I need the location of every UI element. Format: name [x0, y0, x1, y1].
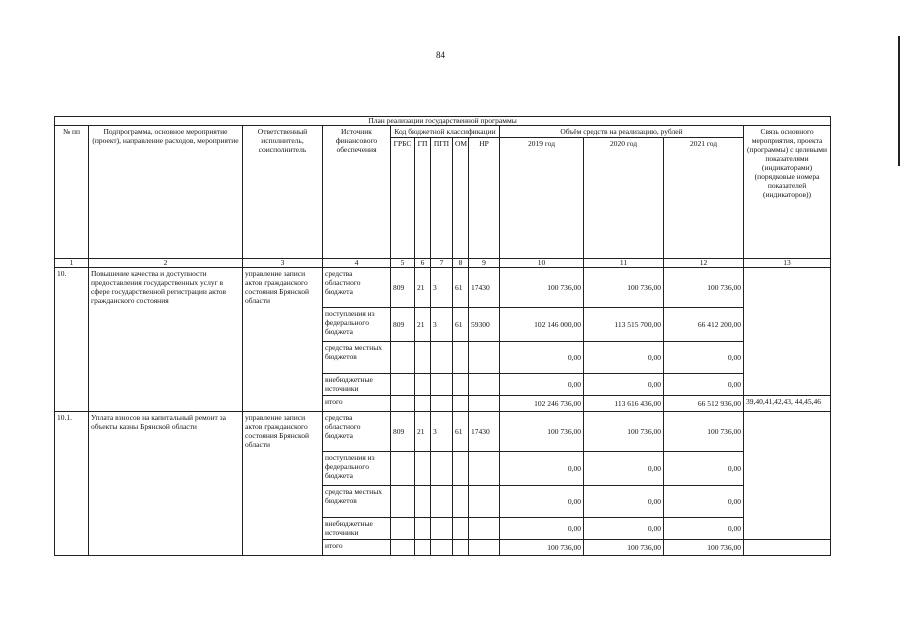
funding-source: средства областного бюджета: [323, 268, 391, 308]
amount-2019: 0,00: [500, 452, 584, 486]
row-number: 10.1.: [55, 412, 89, 556]
column-number: 5: [391, 259, 415, 268]
indicator-link: [744, 268, 831, 396]
amount-2021: 100 736,00: [664, 540, 744, 556]
page-number: 84: [436, 50, 445, 60]
amount-2019: 100 736,00: [500, 540, 584, 556]
column-number: 10: [500, 259, 584, 268]
funding-source: итого: [323, 396, 391, 412]
amount-2019: 0,00: [500, 342, 584, 374]
code-pgp: [431, 518, 453, 540]
code-gp: [415, 374, 431, 396]
column-number: 8: [453, 259, 469, 268]
header-2019: 2019 год: [500, 138, 584, 259]
column-number: 13: [744, 259, 831, 268]
code-pgp: [431, 452, 453, 486]
code-om: [453, 374, 469, 396]
table-title: План реализации государственной программы: [55, 117, 831, 126]
amount-2021: 0,00: [664, 518, 744, 540]
indicator-link-numbers: 39,40,41,42,43, 44,45,46: [744, 396, 831, 412]
funding-source: средства областного бюджета: [323, 412, 391, 452]
amount-2021: 0,00: [664, 486, 744, 518]
amount-2021: 100 736,00: [664, 268, 744, 308]
code-gp: [415, 486, 431, 518]
code-om: [453, 486, 469, 518]
code-nr: [469, 374, 500, 396]
code-pgp: 3: [431, 268, 453, 308]
header-source: Источник финансового обеспечения: [323, 126, 391, 259]
code-grbs: [391, 518, 415, 540]
amount-2019: 102 146 000,00: [500, 308, 584, 342]
code-grbs: [391, 486, 415, 518]
code-pgp: [431, 540, 453, 556]
code-pgp: [431, 342, 453, 374]
code-gp: [415, 342, 431, 374]
amount-2019: 100 736,00: [500, 268, 584, 308]
scan-edge-mark: [898, 36, 900, 166]
header-budget-code: Код бюджетной классификации: [391, 126, 500, 138]
code-om: [453, 452, 469, 486]
column-number: 3: [243, 259, 323, 268]
funding-source: итого: [323, 540, 391, 556]
funding-source: поступления из федерального бюджета: [323, 452, 391, 486]
funding-source: средства местных бюджетов: [323, 342, 391, 374]
code-om: [453, 518, 469, 540]
column-number: 2: [89, 259, 243, 268]
amount-2020: 113 616 436,00: [584, 396, 664, 412]
column-number: 7: [431, 259, 453, 268]
code-pgp: 3: [431, 308, 453, 342]
amount-2020: 100 736,00: [584, 412, 664, 452]
measure-name: Уплата взносов на капитальный ремонт за объекты казны Брянской области: [89, 412, 243, 556]
code-grbs: 809: [391, 308, 415, 342]
code-nr: [469, 518, 500, 540]
amount-2021: 100 736,00: [664, 412, 744, 452]
row-number: 10.: [55, 268, 89, 412]
funding-source: внебюджетные источники: [323, 374, 391, 396]
funding-source: внебюджетные источники: [323, 518, 391, 540]
amount-2019: 100 736,00: [500, 412, 584, 452]
code-nr: [469, 540, 500, 556]
amount-2020: 100 736,00: [584, 268, 664, 308]
code-grbs: [391, 342, 415, 374]
code-gp: 21: [415, 308, 431, 342]
header-2021: 2021 год: [664, 138, 744, 259]
code-om: [453, 396, 469, 412]
code-nr: [469, 486, 500, 518]
code-gp: 21: [415, 412, 431, 452]
header-grbs: ГРБС: [391, 138, 415, 259]
code-grbs: 809: [391, 268, 415, 308]
amount-2019: 0,00: [500, 374, 584, 396]
indicator-link-numbers: [744, 540, 831, 556]
code-gp: [415, 518, 431, 540]
header-2020: 2020 год: [584, 138, 664, 259]
code-om: 61: [453, 412, 469, 452]
amount-2019: 0,00: [500, 486, 584, 518]
header-pgp: ПГП: [431, 138, 453, 259]
code-gp: [415, 452, 431, 486]
code-grbs: [391, 452, 415, 486]
header-gp: ГП: [415, 138, 431, 259]
header-executor: Ответственный исполнитель, соисполнитель: [243, 126, 323, 259]
amount-2020: 0,00: [584, 342, 664, 374]
funding-source: средства местных бюджетов: [323, 486, 391, 518]
funding-source: поступления из федерального бюджета: [323, 308, 391, 342]
amount-2020: 113 515 700,00: [584, 308, 664, 342]
code-grbs: [391, 540, 415, 556]
amount-2021: 66 412 200,00: [664, 308, 744, 342]
code-om: 61: [453, 268, 469, 308]
amount-2019: 0,00: [500, 518, 584, 540]
amount-2021: 0,00: [664, 342, 744, 374]
header-name: Подпрограмма, основное мероприятие (проект), направление расходов, мероприятие: [89, 126, 243, 259]
code-nr: 17430: [469, 412, 500, 452]
code-pgp: [431, 486, 453, 518]
column-number: 12: [664, 259, 744, 268]
measure-name: Повышение качества и доступности предоставления государственных услуг в сфере государственной регистрации актов гражданского состояния: [89, 268, 243, 412]
amount-2020: 0,00: [584, 486, 664, 518]
amount-2021: 66 512 936,00: [664, 396, 744, 412]
code-om: [453, 540, 469, 556]
code-nr: [469, 452, 500, 486]
amount-2020: 100 736,00: [584, 540, 664, 556]
code-om: 61: [453, 308, 469, 342]
code-gp: [415, 540, 431, 556]
header-link: Связь основного мероприятия, проекта (программы) с целевыми показателями (индикаторами) (порядковые номера показателей (индикаторов)): [744, 126, 831, 259]
column-number: 9: [469, 259, 500, 268]
plan-table: [54, 116, 831, 556]
amount-2021: 0,00: [664, 374, 744, 396]
column-number: 11: [584, 259, 664, 268]
code-nr: 59300: [469, 308, 500, 342]
code-pgp: 3: [431, 412, 453, 452]
amount-2021: 0,00: [664, 452, 744, 486]
code-grbs: 809: [391, 412, 415, 452]
code-nr: 17430: [469, 268, 500, 308]
column-number: 1: [55, 259, 89, 268]
code-grbs: [391, 396, 415, 412]
code-nr: [469, 396, 500, 412]
executor: управление записи актов гражданского состояния Брянской области: [243, 268, 323, 412]
amount-2020: 0,00: [584, 452, 664, 486]
header-nr: НР: [469, 138, 500, 259]
code-gp: 21: [415, 268, 431, 308]
amount-2020: 0,00: [584, 374, 664, 396]
code-nr: [469, 342, 500, 374]
header-num: № пп: [55, 126, 89, 259]
amount-2019: 102 246 736,00: [500, 396, 584, 412]
code-pgp: [431, 374, 453, 396]
header-funds: Объём средств на реализацию, рублей: [500, 126, 744, 138]
code-grbs: [391, 374, 415, 396]
table-row: [55, 412, 831, 452]
code-pgp: [431, 396, 453, 412]
header-om: ОМ: [453, 138, 469, 259]
column-number: 6: [415, 259, 431, 268]
code-gp: [415, 396, 431, 412]
executor: управление записи актов гражданского состояния Брянской области: [243, 412, 323, 556]
amount-2020: 0,00: [584, 518, 664, 540]
column-number: 4: [323, 259, 391, 268]
table-row: [55, 268, 831, 308]
code-om: [453, 342, 469, 374]
indicator-link: [744, 412, 831, 540]
